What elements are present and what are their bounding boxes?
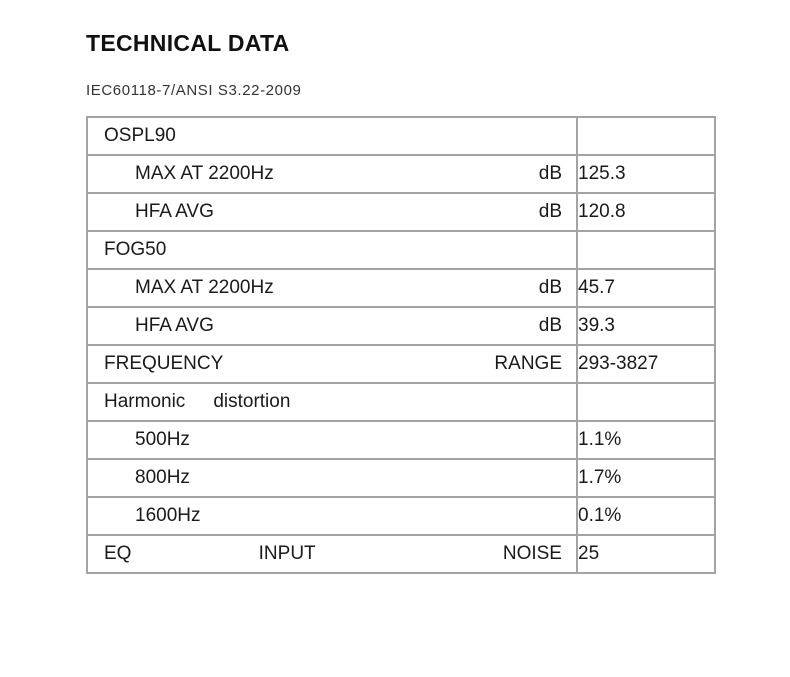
row-label: 1600Hz [135,505,201,526]
row-label-eq: EQ [104,543,132,564]
empty-value-cell [577,383,715,421]
row-unit: RANGE [494,353,562,374]
row-value: 1.7% [577,459,715,497]
row-label: HFA AVG [135,315,214,336]
table-row-harmonic-500 [87,421,715,459]
row-label-noise: NOISE [502,543,562,564]
table-row-ospl90-hfa [87,193,715,231]
table-row-ospl90-max [87,155,715,193]
row-value: 0.1% [577,497,715,535]
row-label: FREQUENCY [104,353,224,374]
section-label-harmonic: Harmonic [104,391,186,412]
empty-value-cell [577,231,715,269]
row-value: 120.8 [577,193,715,231]
empty-value-cell [577,117,715,155]
row-label: 500Hz [135,429,190,450]
table-row-fog50-max [87,269,715,307]
table-row-ospl90-header [87,117,715,155]
row-label: MAX AT 2200Hz [135,163,274,184]
table-row-harmonic-header [87,383,715,421]
row-value: 125.3 [577,155,715,193]
table-row-eq-noise [87,535,715,573]
row-label: HFA AVG [135,201,214,222]
technical-data-table [86,116,716,574]
section-label-distortion: distortion [213,391,291,412]
row-unit: dB [538,277,562,298]
standard-reference: IEC60118-7/ANSI S3.22-2009 [86,82,302,99]
row-value: 39.3 [577,307,715,345]
table-row-fog50-header [87,231,715,269]
section-label-fog50: FOG50 [104,239,167,260]
section-label-ospl90: OSPL90 [104,125,176,146]
page-title: TECHNICAL DATA [86,30,290,56]
table-row-harmonic-1600 [87,497,715,535]
row-value: 45.7 [577,269,715,307]
row-label: 800Hz [135,467,190,488]
row-label-input: INPUT [258,543,316,564]
table-row-fog50-hfa [87,307,715,345]
row-value: 1.1% [577,421,715,459]
row-value: 25 [577,535,715,573]
row-label: MAX AT 2200Hz [135,277,274,298]
table-row-frequency [87,345,715,383]
row-unit: dB [538,315,562,336]
row-value: 293-3827 [577,345,715,383]
row-unit: dB [538,201,562,222]
table-row-harmonic-800 [87,459,715,497]
row-unit: dB [538,163,562,184]
